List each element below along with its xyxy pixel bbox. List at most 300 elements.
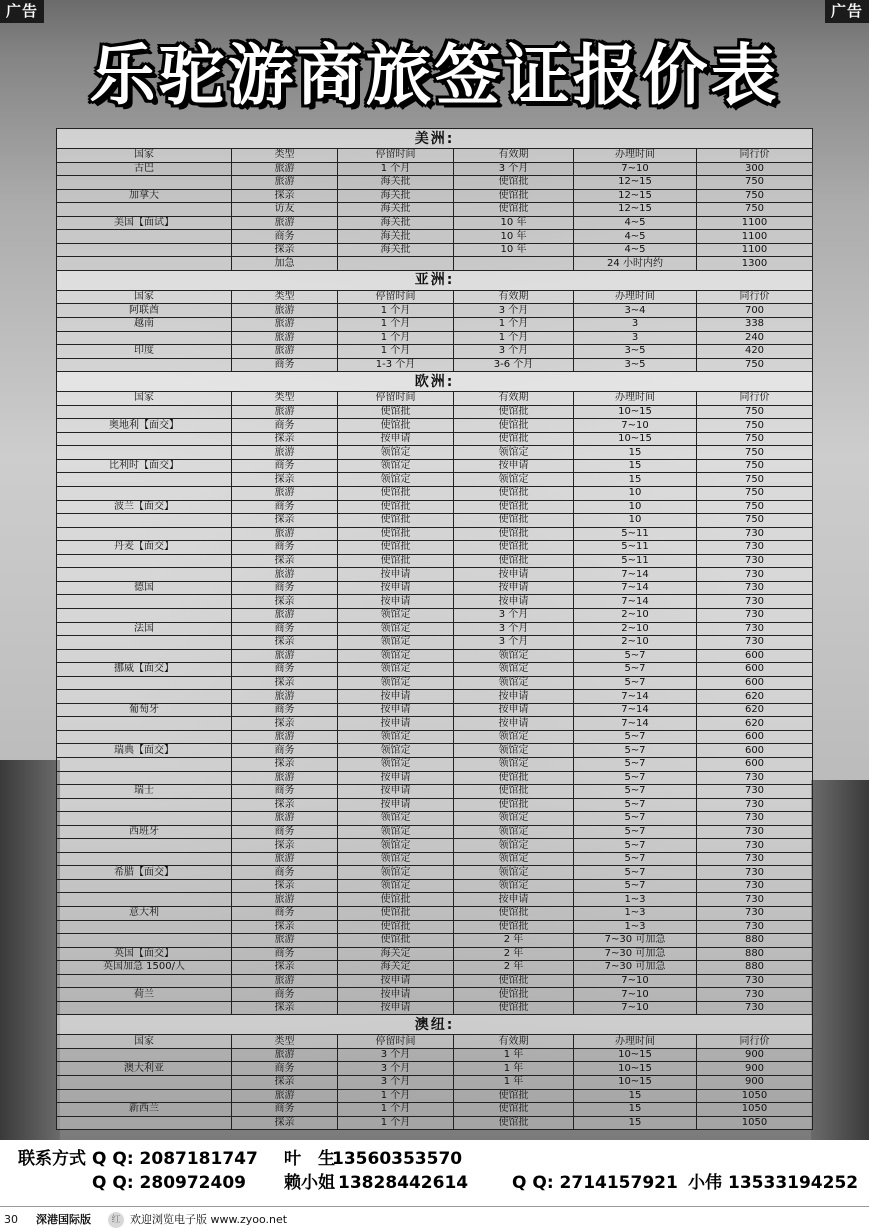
cell-type: 探亲 [232,676,338,690]
cell-processing: 5~7 [574,839,697,853]
cell-price: 730 [697,1001,813,1015]
cell-validity: 使馆批 [454,1089,574,1103]
cell-type: 探亲 [232,839,338,853]
cell-price: 730 [697,568,813,582]
cell-price: 300 [697,162,813,176]
region-title: 亚洲: [57,270,813,290]
region-title: 澳纽: [57,1015,813,1035]
cell-price: 900 [697,1048,813,1062]
cell-country [57,487,232,501]
cell-stay: 领馆定 [338,636,454,650]
cell-stay: 按申请 [338,785,454,799]
cell-stay: 海关批 [338,176,454,190]
cell-validity: 使馆批 [454,203,574,217]
cell-stay: 1-3 个月 [338,358,454,372]
cell-stay [338,257,454,271]
cell-stay: 使馆批 [338,920,454,934]
cell-processing: 5~7 [574,676,697,690]
cell-stay: 领馆定 [338,744,454,758]
cell-type: 探亲 [232,554,338,568]
cell-price: 730 [697,988,813,1002]
cell-price: 730 [697,554,813,568]
column-header-type: 类型 [232,149,338,163]
cell-country [57,920,232,934]
cell-country [57,812,232,826]
cell-country: 希腊【面交】 [57,866,232,880]
cell-price: 730 [697,771,813,785]
cell-stay: 领馆定 [338,622,454,636]
cell-price: 1300 [697,257,813,271]
column-header-row [57,392,813,406]
cell-processing: 5~7 [574,771,697,785]
table-row [57,581,813,595]
cell-country [57,527,232,541]
cell-validity: 领馆定 [454,812,574,826]
cell-price: 1050 [697,1116,813,1130]
cell-type: 旅游 [232,852,338,866]
table-row [57,1062,813,1076]
cell-stay: 使馆批 [338,419,454,433]
column-header-country: 国家 [57,290,232,304]
cell-price: 730 [697,541,813,555]
cell-country: 葡萄牙 [57,703,232,717]
cell-stay: 使馆批 [338,514,454,528]
cell-price: 730 [697,893,813,907]
cell-stay: 领馆定 [338,663,454,677]
cell-price: 730 [697,812,813,826]
cell-country [57,893,232,907]
cell-country: 西班牙 [57,825,232,839]
cell-type: 商务 [232,988,338,1002]
cell-processing: 2~10 [574,622,697,636]
cell-validity: 使馆批 [454,487,574,501]
cell-processing: 5~11 [574,554,697,568]
cell-processing: 10~15 [574,432,697,446]
cell-processing: 7~14 [574,703,697,717]
cell-type: 旅游 [232,893,338,907]
cell-validity: 按申请 [454,568,574,582]
cell-validity: 3 个月 [454,622,574,636]
table-row [57,1001,813,1015]
cell-stay: 领馆定 [338,446,454,460]
cell-stay: 1 个月 [338,331,454,345]
cell-price: 730 [697,785,813,799]
cell-price: 1050 [697,1089,813,1103]
contact-qq-3: Q Q: 2714157921 [512,1173,678,1193]
cell-validity: 领馆定 [454,730,574,744]
cell-processing: 5~11 [574,527,697,541]
cell-country [57,176,232,190]
cell-stay: 领馆定 [338,676,454,690]
cell-validity: 使馆批 [454,771,574,785]
cell-stay: 按申请 [338,432,454,446]
cell-validity: 使馆批 [454,798,574,812]
cell-country: 法国 [57,622,232,636]
cell-validity: 1 年 [454,1048,574,1062]
table-row [57,595,813,609]
cell-processing: 3~5 [574,358,697,372]
cell-validity: 使馆批 [454,785,574,799]
cell-type: 旅游 [232,771,338,785]
column-header-processing: 办理时间 [574,290,697,304]
cell-validity: 按申请 [454,717,574,731]
cell-validity: 2 年 [454,934,574,948]
cell-type: 探亲 [232,636,338,650]
cell-type: 旅游 [232,1048,338,1062]
cell-type: 商务 [232,947,338,961]
cell-validity: 使馆批 [454,189,574,203]
table-row [57,812,813,826]
table-row [57,879,813,893]
cell-country [57,636,232,650]
cell-stay: 按申请 [338,717,454,731]
contact-name-3: 小伟 [688,1173,722,1193]
cell-country [57,730,232,744]
region-header [57,129,813,149]
cell-validity: 2 年 [454,961,574,975]
cell-type: 探亲 [232,757,338,771]
cell-country [57,1076,232,1090]
cell-type: 探亲 [232,473,338,487]
cell-type: 旅游 [232,527,338,541]
table-row [57,798,813,812]
cell-type: 探亲 [232,432,338,446]
cell-country [57,243,232,257]
cell-validity: 领馆定 [454,866,574,880]
table-row [57,162,813,176]
table-row [57,358,813,372]
cell-processing: 15 [574,446,697,460]
cell-type: 旅游 [232,812,338,826]
cell-stay: 使馆批 [338,527,454,541]
cell-stay: 领馆定 [338,866,454,880]
cell-type: 商务 [232,785,338,799]
cell-country [57,852,232,866]
cell-validity: 使馆批 [454,432,574,446]
cell-price: 620 [697,717,813,731]
table-row [57,663,813,677]
cell-validity: 领馆定 [454,879,574,893]
cell-type: 探亲 [232,961,338,975]
table-row [57,230,813,244]
column-header-validity: 有效期 [454,392,574,406]
cell-processing: 3~4 [574,304,697,318]
cell-type: 旅游 [232,690,338,704]
cell-processing: 10 [574,487,697,501]
cell-country [57,771,232,785]
cell-stay: 海关定 [338,947,454,961]
cell-type: 访友 [232,203,338,217]
cell-processing: 5~7 [574,812,697,826]
cell-country: 美国【面试】 [57,216,232,230]
table-row [57,866,813,880]
cell-processing: 12~15 [574,176,697,190]
cell-country: 英国【面交】 [57,947,232,961]
cell-type: 商务 [232,230,338,244]
table-row [57,243,813,257]
cell-type: 旅游 [232,331,338,345]
cell-processing: 7~30 可加急 [574,934,697,948]
cell-validity: 2 年 [454,947,574,961]
cell-type: 旅游 [232,1089,338,1103]
cell-stay: 海关批 [338,189,454,203]
cell-stay: 使馆批 [338,934,454,948]
cell-validity: 1 年 [454,1076,574,1090]
table-row [57,690,813,704]
cell-validity: 按申请 [454,690,574,704]
cell-processing: 4~5 [574,216,697,230]
cell-validity: 领馆定 [454,676,574,690]
cell-type: 商务 [232,744,338,758]
contact-label: 联系方式 [18,1149,86,1169]
cell-validity: 3 个月 [454,162,574,176]
cell-processing: 15 [574,1116,697,1130]
page-footer [0,1206,869,1230]
cell-validity: 3 个月 [454,636,574,650]
cell-type: 旅游 [232,216,338,230]
contact-qq-2: Q Q: 280972409 [92,1173,246,1193]
cell-processing: 4~5 [574,243,697,257]
cell-validity: 10 年 [454,243,574,257]
table-row [57,1089,813,1103]
cell-price: 750 [697,500,813,514]
table-row [57,432,813,446]
cell-processing: 5~7 [574,798,697,812]
cell-type: 商务 [232,1062,338,1076]
cell-type: 商务 [232,622,338,636]
cell-price: 880 [697,947,813,961]
cell-country: 瑞典【面交】 [57,744,232,758]
table-row [57,717,813,731]
cell-country [57,473,232,487]
cell-price: 750 [697,514,813,528]
cell-stay: 3 个月 [338,1048,454,1062]
cell-price: 620 [697,703,813,717]
cell-validity: 使馆批 [454,974,574,988]
cell-processing: 7~30 可加急 [574,947,697,961]
table-row [57,825,813,839]
cell-stay: 海关批 [338,230,454,244]
table-row [57,419,813,433]
table-row [57,459,813,473]
cell-type: 商务 [232,1103,338,1117]
cell-validity: 按申请 [454,459,574,473]
cell-processing: 3~5 [574,345,697,359]
cell-country [57,203,232,217]
cell-price: 600 [697,744,813,758]
cell-country [57,676,232,690]
table-row [57,176,813,190]
table-row [57,676,813,690]
contact-phone-2: 13828442614 [338,1173,469,1193]
cell-stay: 领馆定 [338,879,454,893]
cell-stay: 3 个月 [338,1062,454,1076]
cell-type: 商务 [232,541,338,555]
table-row [57,1103,813,1117]
column-header-validity: 有效期 [454,290,574,304]
cell-stay: 海关批 [338,203,454,217]
cell-country [57,974,232,988]
cell-type: 旅游 [232,446,338,460]
column-header-country: 国家 [57,392,232,406]
cell-stay: 海关定 [338,961,454,975]
cell-price: 240 [697,331,813,345]
cell-processing: 3 [574,331,697,345]
column-header-stay: 停留时间 [338,1035,454,1049]
cell-stay: 按申请 [338,703,454,717]
cell-validity: 使馆批 [454,920,574,934]
table-row [57,947,813,961]
cell-type: 旅游 [232,568,338,582]
table-row [57,331,813,345]
cell-validity: 按申请 [454,595,574,609]
cell-price: 750 [697,419,813,433]
table-row [57,852,813,866]
cell-price: 600 [697,730,813,744]
cell-stay: 使馆批 [338,541,454,555]
table-row [57,703,813,717]
cell-country [57,798,232,812]
footer-message: 欢迎浏览电子版 www.zyoo.net [130,1213,288,1226]
table-row [57,744,813,758]
cell-type: 商务 [232,866,338,880]
cell-country: 德国 [57,581,232,595]
table-row [57,568,813,582]
cell-type: 旅游 [232,162,338,176]
table-row [57,257,813,271]
table-row [57,934,813,948]
cell-validity: 使馆批 [454,527,574,541]
table-row [57,203,813,217]
column-header-type: 类型 [232,290,338,304]
cell-price: 730 [697,581,813,595]
column-header-country: 国家 [57,1035,232,1049]
cell-country [57,432,232,446]
cell-country [57,568,232,582]
cell-price: 730 [697,920,813,934]
cell-country [57,331,232,345]
cell-price: 750 [697,487,813,501]
cell-country [57,1048,232,1062]
cell-type: 旅游 [232,176,338,190]
cell-stay: 按申请 [338,798,454,812]
cell-price: 900 [697,1062,813,1076]
cell-type: 探亲 [232,1116,338,1130]
cell-validity: 使馆批 [454,1103,574,1117]
cell-processing: 5~7 [574,649,697,663]
cell-stay: 领馆定 [338,730,454,744]
cell-processing: 4~5 [574,230,697,244]
cell-processing: 15 [574,1103,697,1117]
cell-price: 750 [697,358,813,372]
cell-country: 挪威【面交】 [57,663,232,677]
cell-processing: 3 [574,318,697,332]
cell-validity: 领馆定 [454,825,574,839]
cell-processing: 5~7 [574,730,697,744]
cell-processing: 12~15 [574,203,697,217]
cell-type: 探亲 [232,189,338,203]
cell-price: 338 [697,318,813,332]
table-row [57,988,813,1002]
cell-processing: 7~30 可加急 [574,961,697,975]
cell-country: 越南 [57,318,232,332]
cell-validity: 领馆定 [454,839,574,853]
table-row [57,345,813,359]
cell-country: 波兰【面交】 [57,500,232,514]
cell-validity: 领馆定 [454,446,574,460]
cell-stay: 领馆定 [338,825,454,839]
column-header-row [57,1035,813,1049]
table-row [57,1076,813,1090]
cell-type: 商务 [232,825,338,839]
cell-price: 1100 [697,243,813,257]
cell-price: 600 [697,663,813,677]
cell-type: 旅游 [232,318,338,332]
cell-country [57,514,232,528]
table-row [57,473,813,487]
column-header-stay: 停留时间 [338,149,454,163]
table-row [57,771,813,785]
column-header-processing: 办理时间 [574,1035,697,1049]
cell-type: 商务 [232,459,338,473]
cell-country: 荷兰 [57,988,232,1002]
cell-price: 730 [697,906,813,920]
cell-price: 420 [697,345,813,359]
cell-processing: 7~10 [574,162,697,176]
table-row [57,730,813,744]
cell-processing: 10~15 [574,405,697,419]
cell-price: 620 [697,690,813,704]
cell-country: 澳大利亚 [57,1062,232,1076]
cell-type: 旅游 [232,608,338,622]
cell-type: 旅游 [232,974,338,988]
cell-stay: 1 个月 [338,1116,454,1130]
cell-country [57,446,232,460]
cell-type: 探亲 [232,717,338,731]
cell-processing: 1~3 [574,893,697,907]
cell-stay: 使馆批 [338,405,454,419]
cell-price: 600 [697,676,813,690]
contact-qq-1: Q Q: 2087181747 [92,1149,258,1169]
column-header-processing: 办理时间 [574,149,697,163]
cell-stay: 使馆批 [338,554,454,568]
page-number: 30 [4,1213,18,1226]
cell-type: 探亲 [232,595,338,609]
region-header [57,1015,813,1035]
cell-processing: 5~7 [574,663,697,677]
table-row [57,961,813,975]
region-header [57,372,813,392]
cell-validity: 使馆批 [454,988,574,1002]
cell-country [57,358,232,372]
column-header-validity: 有效期 [454,1035,574,1049]
cell-price: 600 [697,649,813,663]
cell-validity: 领馆定 [454,757,574,771]
cell-country [57,879,232,893]
cell-processing: 5~7 [574,744,697,758]
cell-type: 探亲 [232,920,338,934]
cell-stay: 按申请 [338,1001,454,1015]
region-title: 欧洲: [57,372,813,392]
table-row [57,318,813,332]
table-row [57,304,813,318]
cell-stay: 按申请 [338,581,454,595]
cell-stay: 1 个月 [338,345,454,359]
cell-price: 1100 [697,216,813,230]
cell-price: 730 [697,974,813,988]
cell-validity: 领馆定 [454,744,574,758]
cell-processing: 7~14 [574,717,697,731]
